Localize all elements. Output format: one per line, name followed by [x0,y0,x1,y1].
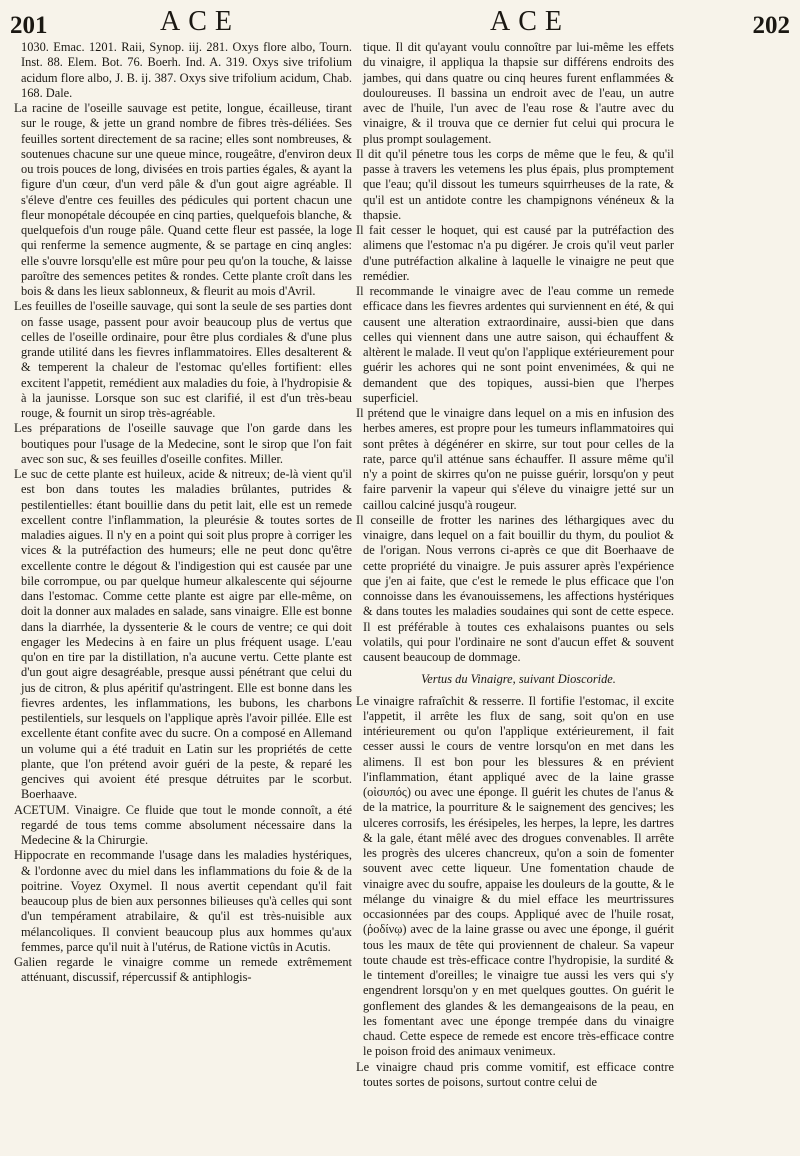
page-number-right: 202 [752,12,790,39]
paragraph: Il fait cesser le hoquet, qui est causé par la putréfaction des alimens que l'estomac n'a pu digérer. Je crois qu'il veut parler d'une putréfaction alkaline à laquelle le vinaigre ne peut que remédier. [356,223,674,283]
running-head-left: ACE [160,6,240,37]
paragraph: Le vinaigre rafraîchit & resserre. Il fortifie l'estomac, il excite l'appetit, il arrête les flux de sang, soit qu'on en use intérieurement ou qu'on l'applique extérieurement, il fait cesser aussi le cours de ventre lorsqu'on en met dans les alimens. Il est bon pour les blessures & en prévient l'inflammation, étant appliqué avec de la laine grasse (οἰσυπός) ou avec une éponge. Il guérit les chutes de l'anus & de la matrice, la pourriture & le saignement des gencives; les ulceres corrosifs, les érésipeles, les herpes, la lepre, les dartres & la gale, étant mêlé avec des drogues convenables. Il arrête les progrès des ulceres chancreux, qu'on a soin de fomenter souvent avec cette liqueur. Une fomentation chaude de vinaigre avec du soufre, appaise les douleurs de la goutte, & le mélange du vinaigre & du miel efface les meurtrissures occasionnées par des coups. Appliqué avec de l'huile rosat, (ῥοδίνῳ) avec de la laine grasse ou avec une éponge, il guérit tous les maux de tête qui proviennent de chaleur. Sa vapeur toute chaude est très-efficace contre l'hydropisie, la surdité & le tintement d'oreilles; le vinaigre tue aussi les vers qui s'y engendrent lorsqu'on y en met quelques gouttes. On guérit le gonflement des glandes & les demangeaisons de la peau, en les fomentant avec une éponge trempée dans du vinaigre chaud. Cette espece de remede est encore très-efficace contre le poison froid des animaux venimeux. [356,693,674,1059]
paragraph: Il dit qu'il pénetre tous les corps de même que le feu, & qu'il passe à travers les vetemens les plus épais, plus promptement que l'eau; qu'il dissout les tumeurs squirrheuses de la rate, & qu'il est un antidote contre les champignons vénéneux & la thapsie. [356,146,674,222]
paragraph: Les feuilles de l'oseille sauvage, qui sont la seule de ses parties dont on fasse usage, passent pour avoir beaucoup plus de vertus que celles de l'oseille ordinaire, pour être plus cordiales & d'une plus grande utilité dans les fievres inflammatoires. Elles desalterent & & temperent la chaleur de l'estomac qu'elles fortifient: elles excitent l'appetit, remédient aux maladies du foie, à l'hydropisie & à la jaunisse. Lorsque son suc est clarifié, il est d'un très-beau rouge, & fournit un sirop très-agréable. [14,299,352,420]
right-column [356,40,674,1152]
paragraph: ACETUM. Vinaigre. Ce fluide que tout le monde connoît, a été regardé de tous tems comme absolument nécessaire dans la Medecine & la Chirurgie. [14,802,352,847]
paragraph: La racine de l'oseille sauvage est petite, longue, écailleuse, tirant sur le rouge, & jette un grand nombre de fibres très-déliées. Ses feuilles sortent directement de sa racine; elles sont nombreuses, & soutenues chacune sur une queue mince, rougeâtre, d'environ deux ou trois pouces de long, divisées en trois parties égales, & ayant la figure d'un cœur, d'un verd pâle & d'un gout aigre agréable. Il s'éleve d'entre ces feuilles des pédicules qui portent chacun une fleur monopétale découpée en cinq parties, quelquefois blanche, & quelquefois d'un rouge pâle. Quand cette fleur est passée, la loge qui renferme la semence augmente, & se partage en cinq angles: elle s'ouvre lorsqu'elle est mûre pour peu qu'on la touche, & laisse paroître des semences petites & rondes. Cette plante croît dans les bois & dans les lieux sablonneux, & fleurit au mois d'Avril. [14,101,352,298]
page-number-left: 201 [10,12,48,39]
paragraph: Les préparations de l'oseille sauvage que l'on garde dans les boutiques pour l'usage de la Medecine, sont le sirop que l'on fait avec son suc, & ses feuilles d'oseille confites. Miller. [14,421,352,466]
paragraph: 1030. Emac. 1201. Raii, Synop. iij. 281. Oxys flore albo, Tourn. Inst. 88. Elem. Bot. 76. Boerh. Ind. A. 319. Oxys sive trifolium acidum flore albo, J. B. ij. 387. Oxys sive trifolium acidum, Chab. 168. Dale. [21,40,352,100]
paragraph: Il recommande le vinaigre avec de l'eau comme un remede efficace dans les fievres ardentes qui surviennent en été, & qui causent une alteration extraordinaire, aussi-bien que dans celles qui viennent dans une autre saison, qui échauffent & altèrent le malade. Il veut qu'on l'applique extérieurement pour guérir les achores qui ne sont point envenimées, & qui ne demandent que des topiques, aussi-bien que l'herpes superficiel. [356,284,674,405]
running-head-right: ACE [490,6,570,37]
left-column [14,40,352,1152]
paragraph: tique. Il dit qu'ayant voulu connoître par lui-même les effets du vinaigre, il appliqua la thapsie sur différens endroits des jambes, qui dans quatre ou cinq heures furent enflammées & douloureuses. Il bassina un endroit avec de l'eau, un autre avec de l'huile, l'un avec de l'eau rose & l'autre avec du vinaigre, & il trouva que ce dernier fut celui qui procura le plus prompt soulagement. [363,40,674,146]
paragraph: Il conseille de frotter les narines des léthargiques avec du vinaigre, dans lequel on a fait bouillir du thym, du pouliot & de l'origan. Nous verrons ci-après ce que dit Boerhaave de cette propriété du vinaigre. Je puis assurer après l'expérience que j'en ai faite, que c'est le remede le plus efficace que l'on connoisse dans les évanouissemens, les affections hystériques & dans toutes les maladies soudaines qui sont de cette espece. Il est préférable à toutes ces exhalaisons puantes ou sels volatils, qui pour l'ordinaire ne sont d'aucun effet & souvent causent beaucoup de dommage. [356,512,674,664]
paragraph: Il prétend que le vinaigre dans lequel on a mis en infusion des herbes ameres, est propre pour les tumeurs inflammatoires qui sont prêtes à dégénérer en skirre, sur tout pour celles de la rate, parce qu'il atténue sans échauffer. Il assure même qu'il n'y a point de skirres qu'on ne puisse guérir, lorsqu'on y peut faire parvenir la vapeur qui s'éleve du vinaigre jetté sur un caillou calciné jusqu'à rougeur. [356,406,674,512]
column-gutter [353,40,354,1150]
section-heading: Vertus du Vinaigre, suivant Dioscoride. [421,672,616,687]
page-header [10,4,790,38]
paragraph: Le suc de cette plante est huileux, acide & nitreux; de-là vient qu'il est bon dans toutes les maladies brûlantes, putrides & pestilentielles: étant bouillie dans du petit lait, elle est un remede excellent contre l'inflammation, la pleurésie & toutes sortes de maladies aigues. Il n'y en a point qui soit plus propre à corriger les vices & la putréfaction des humeurs; elle ne peut donc qu'être excellente contre le dégout & l'indigestion qui est causée par une bile corrompue, ou par quelque humeur alkalescente qui séjourne dans l'estomac. Comme cette plante est aigre par elle-même, on doit la donner aux malades en salade, sans vinaigre. Elle est bonne dans la diarrhée, la dyssenterie & le cours de ventre; ce qui doit engager les Medecins à en faire un plus fréquent usage. L'eau qu'on en tire par la distillation, n'a aucune vertu. Cette plante est d'un gout aigre desagréable, presque aussi pénétrant que celui du jus de citron, & plus apéritif qu'astringent. Elle est bonne dans les fievres ardentes, les inflammations, les bubons, les charbons pestilentiels, sur lesquels on l'applique après l'avoir pillée. Elle est excellente étant confite avec du sucre. On a composé en Allemand un volume qui a été traduit en Latin sur les propriétés de cette plante, que l'on prétend avoir guéri de la peste, & reparé les gencives qui avoient été presque détruites par le scorbut. Boerhaave. [14,467,352,802]
paragraph: Hippocrate en recommande l'usage dans les maladies hystériques, & l'ordonne avec du miel dans les inflammations du foie & de la poitrine. Voyez Oxymel. Il nous avertit cependant qu'il fait beaucoup plus de bien aux personnes bilieuses qu'à celles qui sont d'un tempérament atrabilaire, & qu'il est très-nuisible aux mélancoliques. Il convient beaucoup plus aux hommes qu'aux femmes, parce qu'il nuit à l'utérus, de Ratione victûs in Acutis. [14,848,352,954]
paragraph: Galien regarde le vinaigre comme un remede extrêmement atténuant, discussif, répercussif & antiphlogis- [14,955,352,985]
paragraph: Le vinaigre chaud pris comme vomitif, est efficace contre toutes sortes de poisons, surtout contre celui de [356,1059,674,1089]
